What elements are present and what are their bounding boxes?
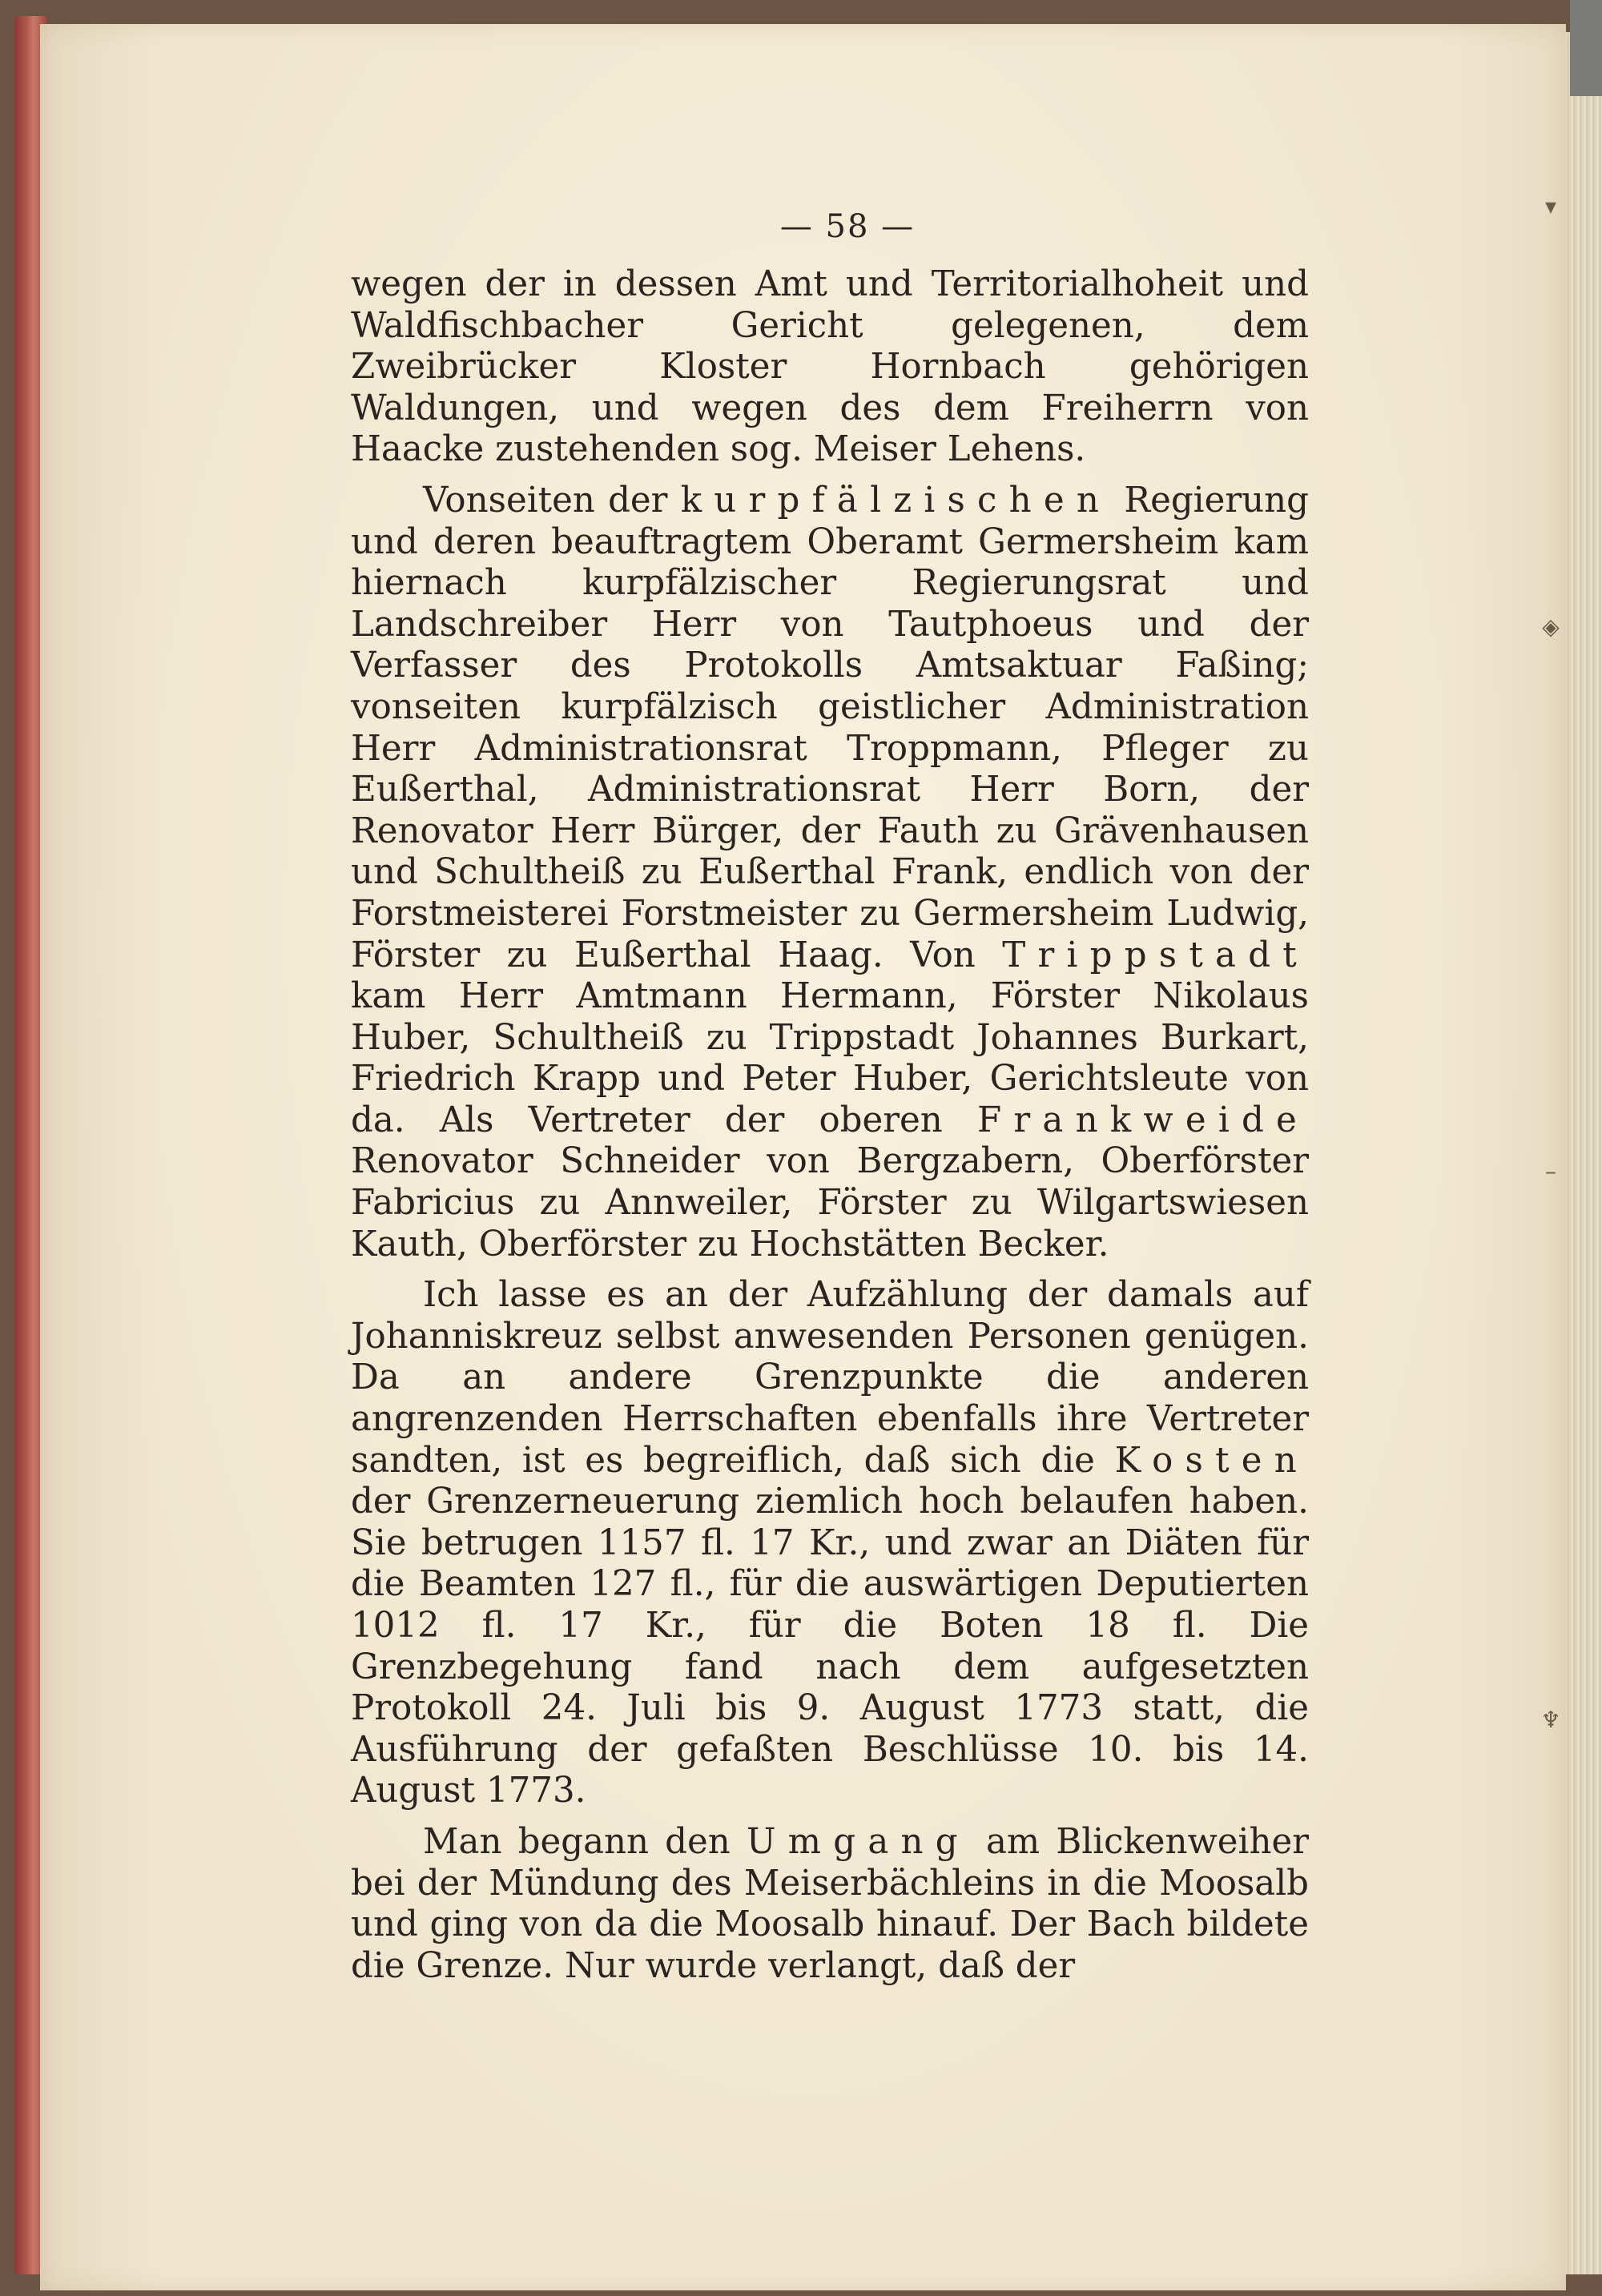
text-segment: Man begann den [423, 1821, 747, 1862]
emphasized-text: Kosten [1114, 1440, 1309, 1481]
binding-strip [1570, 0, 1602, 96]
paragraph [351, 264, 1309, 471]
page-number: — 58 — [779, 208, 916, 245]
paragraphs [351, 264, 1309, 1987]
text-segment: am Blickenweiher bei der Mündung des Meiserbächleins in die Moosalb und ging von da die Moosalb hinauf. Der Bach bildete die Grenze. Nur wurde verlangt, daß der [351, 1821, 1309, 1986]
emphasized-text: Umgang [746, 1821, 970, 1862]
text-segment: der Grenzerneuerung ziemlich hoch belaufen haben. Sie betrugen 1157 fl. 17 Kr., und zwar an Diäten für die Beamten 127 fl., für die auswärtigen Deputierten 1012 fl. 17 Kr., für die Boten 18 fl. Die Grenzbegehung fand nach dem aufgesetzten Protokoll 24. Juli bis 9. August 1773 statt, die Ausführung der gefaßten Beschlüsse 10. bis 14. August 1773. [351, 1482, 1309, 1811]
text-segment: Ich lasse es an der Aufzählung der damals auf Johanniskreuz selbst anwesenden Personen genügen. Da an andere Grenzpunkte die anderen angrenzenden Herrschaften ebenfalls ihre Vertreter sandten, ist es begreiflich, daß sich die [351, 1275, 1309, 1481]
emphasized-text: Frankweide [976, 1100, 1309, 1140]
emphasized-text: Trippstadt [1002, 935, 1309, 975]
text-segment: Regierung und deren beauftragtem Oberamt Germersheim kam hiernach kurpfälzischer Regierungsrat und Landschreiber Herr von Tautphoeus und der Verfasser des Protokolls Amtsaktuar Faßing; vonseiten kurpfälzisch geistlicher Administration Herr Administrationsrat Troppmann, Pfleger zu Eußerthal, Administrationsrat Herr Born, der Renovator Herr Bürger, der Fauth zu Grävenhausen und Schultheiß zu Eußerthal Frank, endlich von der Forstmeisterei Forstmeister zu Germersheim Ludwig, Förster zu Eußerthal Haag. Von [351, 480, 1309, 975]
margin-mark-icon: – [1545, 1158, 1556, 1184]
text-segment: Renovator Schneider von Bergzabern, Oberförster Fabricius zu Annweiler, Förster zu Wilgartswiesen Kauth, Oberförster zu Hochstätten Becker. [351, 1141, 1309, 1265]
text-block [351, 208, 1309, 1987]
paragraph [351, 481, 1309, 1265]
text-segment: wegen der in dessen Amt und Territorialhoheit und Waldfischbacher Gericht gelegenen, dem Zweibrücker Kloster Hornbach gehörigen Waldungen, und wegen des dem Freiherrn von Haacke zustehenden sog. Meiser Lehens. [351, 264, 1309, 470]
margin-mark-icon: ▾ [1544, 193, 1557, 219]
text-segment: Vonseiten der [423, 480, 681, 521]
margin-mark-icon: ◈ [1542, 613, 1560, 640]
paragraph [351, 1822, 1309, 1987]
paragraph [351, 1275, 1309, 1812]
text-segment: kam Herr Amtmann Hermann, Förster Nikolaus Huber, Schultheiß zu Trippstadt Johannes Burkart, Friedrich Krapp und Peter Huber, Gerichtsleute von da. Als Vertreter der oberen [351, 976, 1309, 1140]
margin-mark-icon: ♆ [1540, 1707, 1561, 1733]
emphasized-text: kurpfälzischen [680, 480, 1112, 521]
